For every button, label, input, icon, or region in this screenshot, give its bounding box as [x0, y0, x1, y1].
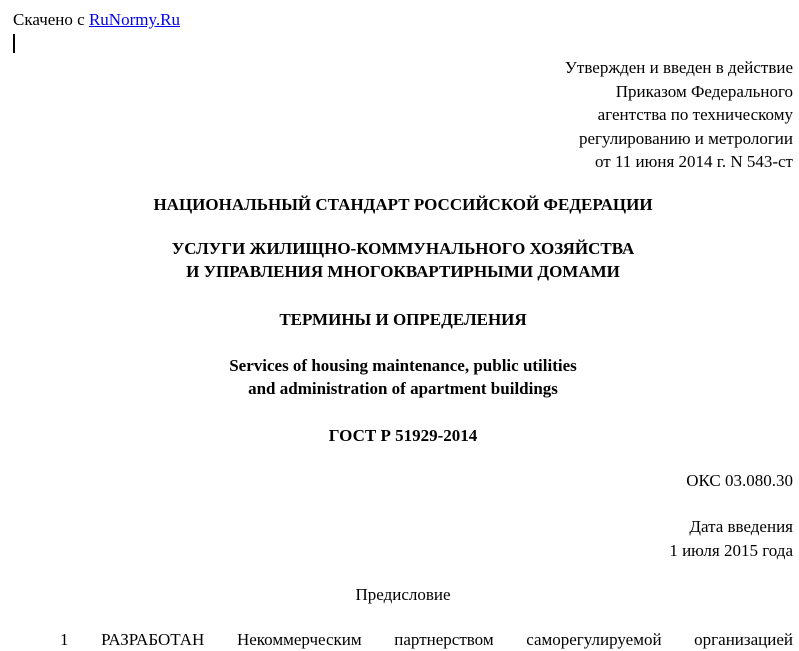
standard-subtitle: ТЕРМИНЫ И ОПРЕДЕЛЕНИЯ: [279, 310, 527, 329]
introduction-date: [669, 515, 793, 562]
approval-line: Приказом Федерального: [615, 81, 793, 101]
source-link[interactable]: RuNormy.Ru: [88, 10, 180, 29]
approval-line: Утвержден и введен в действие: [564, 58, 793, 77]
standard-title-ru: [0, 237, 799, 283]
source-attribution: [13, 9, 180, 31]
approval-line: агентства по техническому: [597, 105, 793, 124]
standard-title-en-line: Services of housing maintenance, public utilities: [229, 356, 577, 375]
approval-line: регулированию и метрологии: [578, 128, 793, 148]
gost-number: ГОСТ Р 51929-2014: [328, 426, 478, 445]
source-prefix: Скачено с: [13, 10, 89, 29]
text-cursor: [13, 34, 15, 53]
standard-title-ru-line: И УПРАВЛЕНИЯ МНОГОКВАРТИРНЫМИ ДОМАМИ: [186, 262, 620, 281]
introduction-date-label: Дата введения: [689, 517, 793, 536]
preface-paragraph-1: 1 РАЗРАБОТАН Некоммерческим партнерством саморегулируемой организацией: [60, 630, 793, 649]
standard-title-en: [0, 354, 799, 400]
standard-title-ru-line: УСЛУГИ ЖИЛИЩНО-КОММУНАЛЬНОГО ХОЗЯЙСТВА: [171, 239, 635, 258]
preface-heading: Предисловие: [355, 585, 451, 604]
standard-title-en-line: and administration of apartment buildings: [248, 379, 558, 398]
introduction-date-value: 1 июля 2015 года: [669, 540, 793, 560]
oks-code: ОКС 03.080.30: [686, 471, 793, 490]
approval-block: [565, 56, 793, 174]
approval-line: от 11 июня 2014 г. N 543-ст: [594, 152, 793, 171]
national-standard-title: НАЦИОНАЛЬНЫЙ СТАНДАРТ РОССИЙСКОЙ ФЕДЕРАЦИИ: [153, 195, 653, 214]
